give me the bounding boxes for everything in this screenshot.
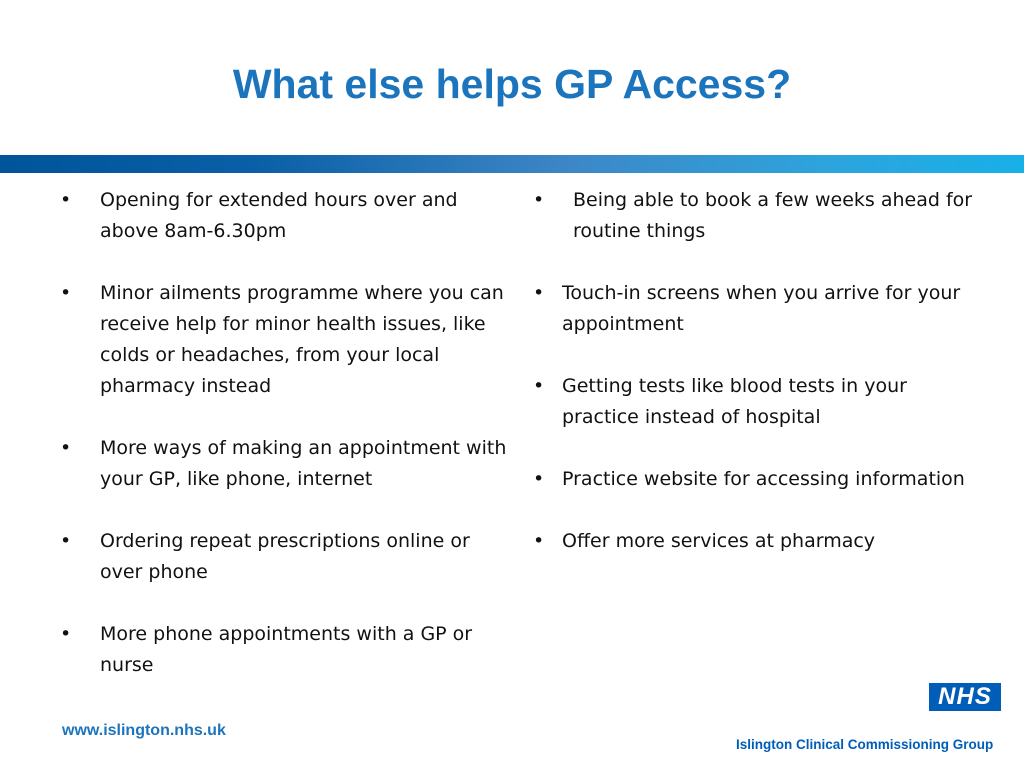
bullet-text: Practice website for accessing information <box>562 468 965 490</box>
list-item <box>533 185 982 247</box>
bullet-icon: • <box>533 530 545 552</box>
bullet-icon: • <box>533 282 545 304</box>
bullet-text: Opening for extended hours over and above 8am-6.30pm <box>100 189 458 242</box>
bullet-icon: • <box>533 189 545 211</box>
bullet-text: More ways of making an appointment with your GP, like phone, internet <box>100 437 507 490</box>
bullet-icon: • <box>60 530 72 552</box>
list-item <box>533 464 982 495</box>
header-gradient-band <box>0 155 1024 173</box>
slide-title: What else helps GP Access? <box>232 61 792 107</box>
bullet-text: Ordering repeat prescriptions online or over phone <box>100 530 470 583</box>
nhs-logo: NHS <box>929 683 1001 711</box>
bullet-icon: • <box>60 437 72 459</box>
list-item <box>60 526 510 588</box>
bullet-text: Touch-in screens when you arrive for your appointment <box>562 282 961 335</box>
list-item <box>60 619 510 681</box>
website-link[interactable]: www.islington.nhs.uk <box>62 722 226 739</box>
list-item <box>533 526 982 557</box>
bullet-icon: • <box>60 282 72 304</box>
bullet-icon: • <box>60 189 72 211</box>
list-item <box>60 278 510 402</box>
list-item <box>533 278 982 340</box>
organization-name: Islington Clinical Commissioning Group <box>736 737 994 752</box>
bullet-icon: • <box>60 623 72 645</box>
left-bullet-list <box>60 185 510 681</box>
bullet-text: Minor ailments programme where you can receive help for minor health issues, like colds or headaches, from your local pharmacy instead <box>100 282 504 397</box>
list-item <box>533 371 982 433</box>
list-item <box>60 433 510 495</box>
bullet-text: Offer more services at pharmacy <box>562 530 876 552</box>
bullet-text: More phone appointments with a GP or nurse <box>100 623 473 676</box>
bullet-icon: • <box>533 375 545 397</box>
bullet-icon: • <box>533 468 545 490</box>
list-item <box>60 185 510 247</box>
bullet-text: Getting tests like blood tests in your practice instead of hospital <box>562 375 907 428</box>
right-bullet-list <box>533 185 982 557</box>
bullet-text: Being able to book a few weeks ahead for routine things <box>573 189 973 242</box>
